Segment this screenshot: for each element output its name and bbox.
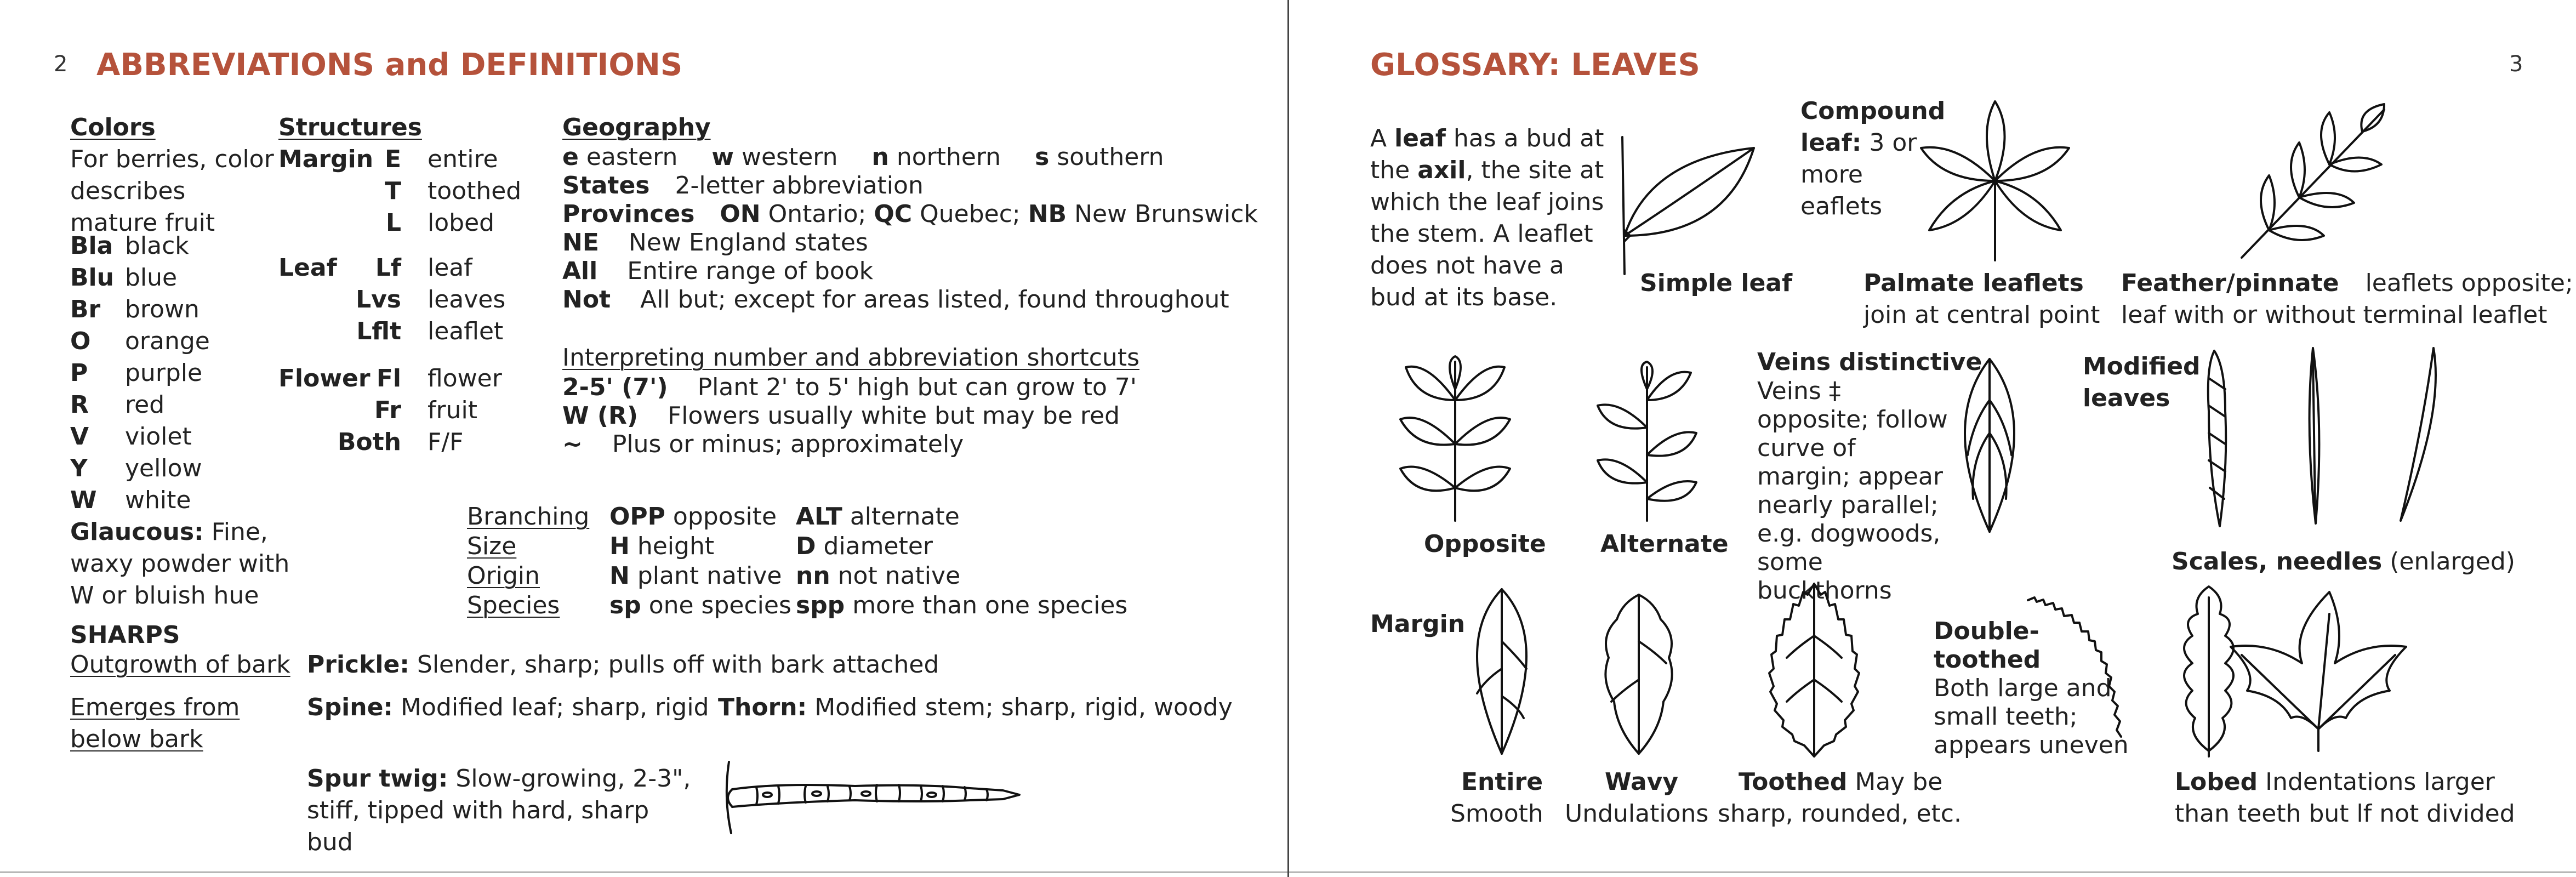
compound-term: Compound leaf: — [1800, 97, 1946, 157]
geo-def: western — [741, 143, 838, 171]
colors-heading: Colors — [70, 113, 156, 141]
wavy-def: Undulations — [1565, 800, 1709, 828]
def: plant native — [637, 562, 782, 590]
color-abbr: W — [70, 486, 97, 514]
def: more than one species — [852, 591, 1128, 619]
glaucous-def: Fine, waxy powder with W or bluish hue — [70, 518, 290, 610]
intro-leaf: leaf — [1394, 124, 1446, 152]
color-abbr: V — [70, 423, 89, 451]
shortcuts-heading: Interpreting number and abbreviation shortcuts — [562, 344, 1139, 372]
struct-abbr: L — [385, 209, 401, 237]
color-def: brown — [125, 295, 200, 323]
all-def: Entire range of book — [627, 257, 874, 285]
geo-abbr: s — [1035, 143, 1050, 171]
color-def: white — [125, 486, 191, 514]
outgrowth-label: Outgrowth of bark — [70, 651, 290, 679]
color-def: blue — [125, 264, 178, 292]
veins-def: Veins ‡ opposite; follow curve of margin; appear nearly parallel; e.g. dogwoods, some buckthorns — [1757, 377, 1948, 605]
branching-label: Branching — [467, 503, 590, 531]
sharps-heading: SHARPS — [70, 621, 180, 649]
struct-def: fruit — [428, 396, 477, 424]
thorn-def — [718, 692, 1233, 724]
prov-abbr: NB — [1028, 200, 1067, 228]
shortcut-item — [562, 400, 1120, 432]
entire-label: Entire — [1461, 768, 1543, 796]
not-def: All but; except for areas listed, found throughout — [640, 286, 1229, 314]
feather-term: Feather/pinnate — [2121, 269, 2339, 297]
struct-abbr: Lvs — [356, 286, 401, 314]
struct-def: leaflet — [428, 317, 504, 345]
branch-col2-row — [796, 560, 960, 592]
thorn-term: Thorn: — [718, 693, 807, 721]
struct-abbr: Fl — [376, 365, 401, 392]
color-abbr: Br — [70, 295, 101, 323]
species-label: Species — [467, 591, 560, 619]
toothed-def2: sharp, rounded, etc. — [1718, 800, 1962, 828]
struct-abbr: Lflt — [356, 317, 401, 345]
double-toothed-def: Both large and small teeth; appears uneven — [1934, 674, 2129, 759]
spine-term: Spine: — [307, 693, 394, 721]
opposite-label: Opposite — [1424, 530, 1546, 558]
shortcut-term: W (R) — [562, 402, 638, 430]
lobed-def — [2175, 766, 2495, 798]
double-toothed-margin-illustration — [2022, 592, 2143, 756]
alternate-label: Alternate — [1600, 530, 1729, 558]
color-def: black — [125, 232, 189, 260]
palmate-def: join at central point — [1863, 301, 2100, 329]
lobed-def2: than teeth but lf not divided — [2175, 800, 2515, 828]
feather-pinnate-def — [2121, 267, 2573, 299]
spine-text: Modified leaf; sharp, rigid — [401, 693, 709, 721]
intro-text: has a bud at the — [1370, 124, 1604, 184]
branch-col1-row — [609, 560, 782, 592]
abbr: D — [796, 532, 816, 560]
glaucous-definition — [70, 516, 317, 612]
branch-col1-row — [609, 531, 714, 562]
pinnate-leaf-illustration — [2236, 99, 2395, 263]
structures-heading: Structures — [278, 113, 422, 141]
color-def: purple — [125, 359, 203, 387]
page-title-left: ABBREVIATIONS and DEFINITIONS — [96, 47, 683, 83]
feather-text: leaflets opposite; — [2365, 269, 2573, 297]
struct-def: F/F — [428, 428, 464, 456]
color-abbr: R — [70, 391, 89, 419]
def: not native — [837, 562, 961, 590]
intro-text: A — [1370, 124, 1395, 152]
leaf-label: Leaf — [278, 254, 337, 282]
bottom-rule-left — [0, 872, 1287, 873]
compound-text: 3 or more eaflets — [1800, 129, 1917, 220]
geo-ne — [562, 227, 868, 259]
geo-def: northern — [896, 143, 1001, 171]
geo-def: southern — [1057, 143, 1164, 171]
toothed-text: May be — [1855, 768, 1943, 796]
spur-def — [307, 763, 702, 858]
ne-term: NE — [562, 229, 599, 257]
struct-abbr: T — [384, 177, 401, 205]
shortcut-def: Plus or minus; approximately — [612, 430, 964, 458]
geo-def: eastern — [586, 143, 678, 171]
branch-col1-row — [609, 590, 791, 622]
prov-def: Quebec; — [920, 200, 1021, 228]
palmate-label: Palmate leaflets — [1863, 269, 2084, 297]
prov-abbr: QC — [874, 200, 913, 228]
emerges-label: Emerges from below bark — [70, 693, 240, 753]
origin-label: Origin — [467, 562, 540, 590]
abbr: nn — [796, 562, 830, 590]
color-abbr: P — [70, 359, 88, 387]
struct-abbr: Fr — [374, 396, 401, 424]
intro-axil: axil — [1417, 156, 1466, 184]
feather-def2: leaf with or without terminal leaflet — [2121, 301, 2547, 329]
double-toothed-label: Double-toothed — [1934, 617, 2041, 674]
wavy-margin-leaf — [1595, 592, 1683, 756]
color-abbr: Y — [70, 454, 88, 482]
abbr: spp — [796, 591, 845, 619]
opposite-branching-illustration — [1395, 356, 1515, 526]
abbr: N — [609, 562, 630, 590]
veins-distinctive-label: Veins distinctive — [1757, 348, 1982, 376]
shortcut-def: Plant 2' to 5' high but can grow to 7' — [697, 373, 1137, 401]
color-def: violet — [125, 423, 192, 451]
provinces-term: Provinces — [562, 200, 695, 228]
scales-term: Scales, needles — [2172, 548, 2383, 576]
lobed-text: Indentations larger — [2265, 768, 2495, 796]
veins-leaf-illustration — [1946, 356, 2033, 537]
branch-col2-row — [796, 590, 1127, 622]
def: one species — [648, 591, 791, 619]
lobed-term: Lobed — [2175, 768, 2258, 796]
abbr: sp — [609, 591, 641, 619]
wavy-label: Wavy — [1605, 768, 1679, 796]
struct-def: leaf — [428, 254, 472, 282]
states-term: States — [562, 172, 650, 200]
states-def: 2-letter abbreviation — [675, 172, 924, 200]
shortcut-item — [562, 429, 964, 460]
color-def: red — [125, 391, 165, 419]
branch-col2-row — [796, 531, 933, 562]
thorn-text: Modified stem; sharp, rigid, woody — [814, 693, 1233, 721]
shortcut-item — [562, 372, 1137, 403]
simple-leaf-illustration — [1617, 126, 1759, 280]
geo-states — [562, 170, 924, 202]
entire-def: Smooth — [1450, 800, 1543, 828]
page-number-right: 3 — [2509, 52, 2523, 77]
glaucous-term: Glaucous: — [70, 518, 204, 546]
def: alternate — [850, 503, 960, 531]
modified-leaves-label: Modified leaves — [2083, 352, 2201, 412]
geo-directions — [562, 141, 1164, 173]
leaf-intro — [1370, 123, 1611, 314]
struct-abbr: Lf — [375, 254, 401, 282]
branch-col1-row — [609, 501, 777, 533]
page-title-right: GLOSSARY: LEAVES — [1370, 47, 1700, 83]
size-label: Size — [467, 532, 517, 560]
struct-def: toothed — [428, 177, 522, 205]
toothed-def — [1739, 766, 1942, 798]
shortcut-term: ~ — [562, 430, 583, 458]
prov-def: New Brunswick — [1074, 200, 1258, 228]
def: diameter — [823, 532, 933, 560]
page-number-left: 2 — [54, 52, 68, 77]
page-divider — [1287, 0, 1289, 877]
color-abbr: Blu — [70, 264, 114, 292]
color-abbr: O — [70, 327, 91, 355]
color-abbr: Bla — [70, 232, 113, 260]
abbr: H — [609, 532, 630, 560]
prov-def: Ontario; — [768, 200, 867, 228]
branch-col2-row — [796, 501, 960, 533]
alternate-branching-illustration — [1587, 362, 1707, 526]
colors-note: For berries, color describes mature fruit — [70, 145, 274, 237]
spur-twig-illustration — [713, 756, 1030, 839]
margin-label: Margin — [278, 145, 374, 173]
struct-def: entire — [428, 145, 498, 173]
scales-needles-def — [2172, 546, 2515, 578]
ne-def: New England states — [628, 229, 868, 257]
def: opposite — [673, 503, 777, 531]
palmate-leaflets-illustration — [1913, 99, 2077, 263]
geo-abbr: e — [562, 143, 579, 171]
margin-section-label: Margin — [1370, 610, 1466, 638]
intro-text: , the site at which the leaf joins the stem. A leaflet does not have a bud at its base. — [1370, 156, 1604, 311]
shortcut-def: Flowers usually white but may be red — [667, 402, 1120, 430]
struct-abbr: Both — [337, 428, 401, 456]
toothed-margin-leaf — [1759, 581, 1869, 762]
def: height — [637, 532, 715, 560]
struct-def: lobed — [428, 209, 495, 237]
scales-needles-illustration — [2203, 345, 2450, 532]
abbr: ALT — [796, 503, 842, 531]
color-def: orange — [125, 327, 210, 355]
flower-label: Flower — [278, 365, 371, 392]
not-term: Not — [562, 286, 611, 314]
bottom-rule-right — [1289, 872, 2576, 873]
prickle-term: Prickle: — [307, 651, 409, 679]
toothed-term: Toothed — [1739, 768, 1848, 796]
prov-abbr: ON — [720, 200, 761, 228]
struct-def: leaves — [428, 286, 506, 314]
scales-text: (enlarged) — [2390, 548, 2515, 576]
geography-heading: Geography — [562, 113, 711, 141]
prickle-text: Slender, sharp; pulls off with bark attached — [417, 651, 939, 679]
geo-not — [562, 284, 1229, 316]
geo-all — [562, 255, 873, 287]
spur-term: Spur twig: — [307, 765, 448, 793]
color-def: yellow — [125, 454, 202, 482]
geo-abbr: w — [711, 143, 734, 171]
lobed-leaves-illustration — [2170, 581, 2417, 762]
simple-leaf-label: Simple leaf — [1640, 269, 1793, 297]
all-term: All — [562, 257, 598, 285]
geo-provinces — [562, 198, 1258, 230]
entire-margin-leaf — [1458, 586, 1546, 756]
struct-abbr: E — [384, 145, 401, 173]
struct-def: flower — [428, 365, 502, 392]
spur-text: Slow-growing, 2-3", stiff, tipped with hard, sharp bud — [307, 765, 691, 856]
prickle-def — [307, 649, 939, 681]
abbr: OPP — [609, 503, 665, 531]
geo-abbr: n — [871, 143, 889, 171]
spine-def — [307, 692, 709, 724]
shortcut-term: 2-5' (7') — [562, 373, 668, 401]
